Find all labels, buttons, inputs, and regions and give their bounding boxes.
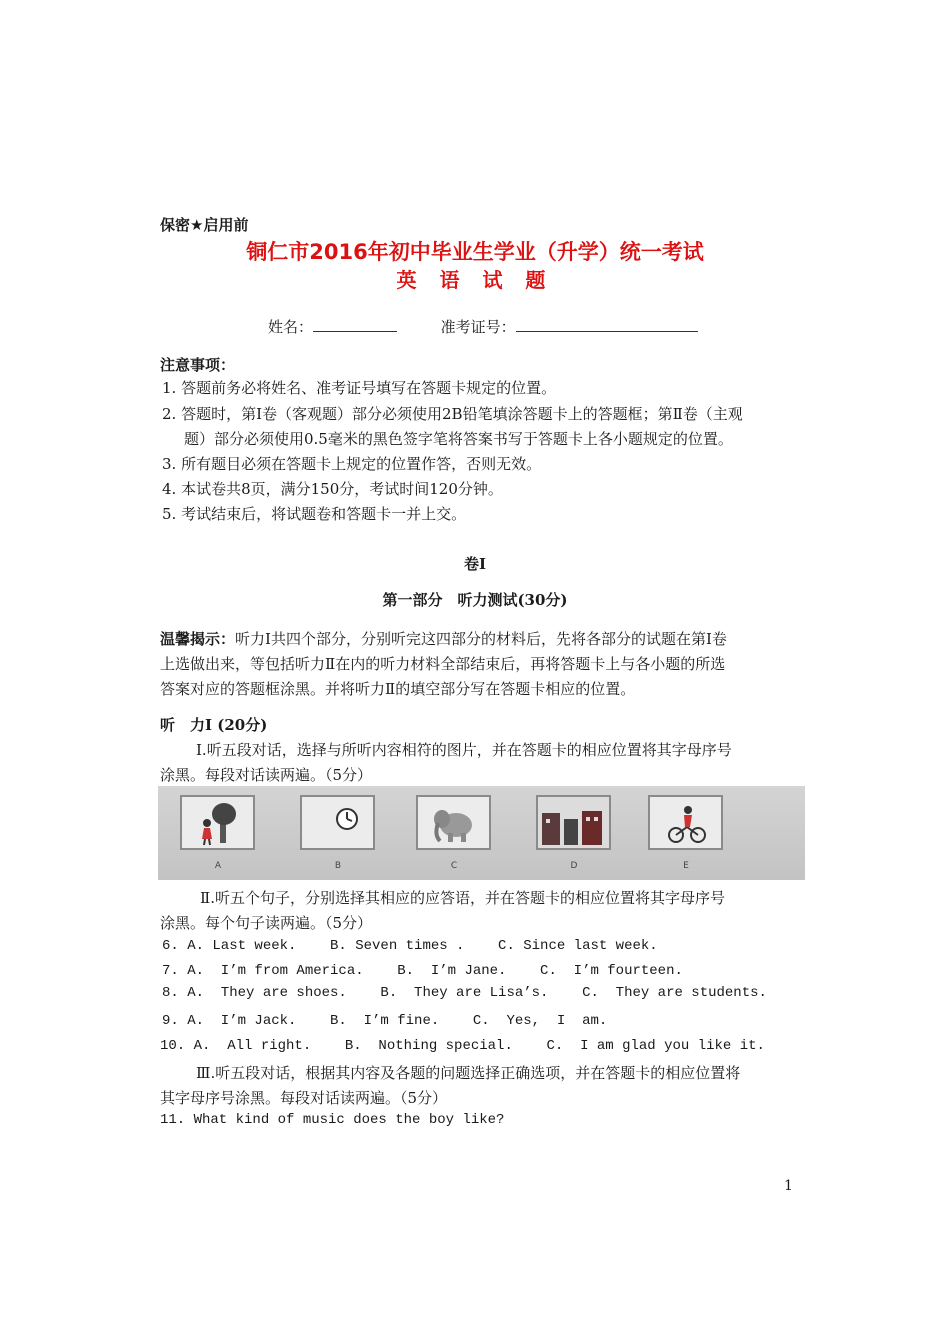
notice-item: 4. 本试卷共8页，满分150分，考试时间120分钟。 bbox=[162, 480, 503, 498]
picture-label: D bbox=[570, 861, 578, 871]
exam-title: 铜仁市2016年初中毕业生学业（升学）统一考试 bbox=[246, 240, 704, 264]
section1-instruction: Ⅰ.听五段对话，选择与所听内容相符的图片，并在答题卡的相应位置将其字母序号 bbox=[196, 741, 732, 759]
notice-heading: 注意事项： bbox=[160, 356, 236, 374]
question-8: 8. A. They are shoes. B. They are Lisa’s. C. They are students. bbox=[162, 985, 767, 1001]
page-number: 1 bbox=[784, 1178, 793, 1194]
confidential-mark: 保密★启用前 bbox=[160, 216, 249, 234]
reminder-line: 答案对应的答题框涂黑。并将听力Ⅱ的填空部分写在答题卡相应的位置。 bbox=[160, 680, 636, 698]
clock-icon bbox=[302, 797, 373, 848]
section2-instruction: Ⅱ.听五个句子，分别选择其相应的应答语，并在答题卡的相应位置将其字母序号 bbox=[200, 889, 725, 907]
question-10: 10. A. All right. B. Nothing special. C. I am glad you like it. bbox=[160, 1038, 765, 1054]
part1-heading: 第一部分 听力测试(30分) bbox=[382, 591, 568, 609]
section3-instruction: Ⅲ.听五段对话，根据其内容及各题的问题选择正确选项，并在答题卡的相应位置将 bbox=[196, 1064, 741, 1082]
question-9: 9. A. I’m Jack. B. I’m fine. C. Yes, I am. bbox=[162, 1013, 608, 1029]
buildings-icon bbox=[538, 797, 609, 848]
picture-label: B bbox=[334, 861, 342, 871]
id-blank[interactable] bbox=[516, 317, 698, 332]
reminder-line: 上选做出来，等包括听力Ⅱ在内的听力材料全部结束后，再将答题卡上与各小题的所选 bbox=[160, 655, 726, 673]
name-blank[interactable] bbox=[313, 317, 397, 332]
listening1-heading: 听 力Ⅰ (20分) bbox=[160, 716, 268, 734]
candidate-fields bbox=[268, 316, 698, 337]
picture-label: E bbox=[683, 861, 689, 871]
notice-item: 1. 答题前务必将姓名、准考证号填写在答题卡规定的位置。 bbox=[162, 379, 557, 397]
picture-d bbox=[536, 795, 611, 850]
reminder-text: 听力Ⅰ共四个部分，分别听完这四部分的材料后，先将各部分的试题在第Ⅰ卷 bbox=[235, 630, 727, 648]
question-6: 6. A. Last week. B. Seven times . C. Since last week. bbox=[162, 938, 658, 954]
cyclist-icon bbox=[650, 797, 721, 848]
notice-item: 2. 答题时，第Ⅰ卷（客观题）部分必须使用2B铅笔填涂答题卡上的答题框；第Ⅱ卷（主观 bbox=[162, 405, 743, 423]
notice-item: 3. 所有题目必须在答题卡上规定的位置作答，否则无效。 bbox=[162, 455, 542, 473]
section1-instruction: 涂黑。每段对话读两遍。（5分） bbox=[160, 766, 373, 784]
picture-options bbox=[158, 786, 805, 880]
elephant-icon bbox=[418, 797, 489, 848]
picture-label: C bbox=[450, 861, 458, 871]
reminder-line bbox=[160, 628, 727, 649]
notice-item: 题）部分必须使用0.5毫米的黑色签字笔将答案书写于答题卡上各小题规定的位置。 bbox=[184, 430, 733, 448]
picture-b bbox=[300, 795, 375, 850]
picture-c bbox=[416, 795, 491, 850]
notice-item: 5. 考试结束后，将试题卷和答题卡一并上交。 bbox=[162, 505, 467, 523]
picture-label: A bbox=[214, 861, 222, 871]
volume-heading: 卷Ⅰ bbox=[463, 555, 487, 573]
picture-a bbox=[180, 795, 255, 850]
exam-subtitle: 英 语 试 题 bbox=[396, 268, 554, 292]
picture-e bbox=[648, 795, 723, 850]
question-7: 7. A. I’m from America. B. I’m Jane. C. I’m fourteen. bbox=[162, 963, 683, 979]
name-label: 姓名： bbox=[268, 318, 314, 336]
id-label: 准考证号： bbox=[440, 318, 516, 336]
girl-tree-icon bbox=[182, 797, 253, 848]
section3-instruction: 其字母序号涂黑。每段对话读两遍。（5分） bbox=[160, 1089, 448, 1107]
question-11: 11. What kind of music does the boy like? bbox=[160, 1112, 505, 1128]
section2-instruction: 涂黑。每个句子读两遍。（5分） bbox=[160, 914, 373, 932]
reminder-label: 温馨揭示： bbox=[160, 630, 236, 648]
